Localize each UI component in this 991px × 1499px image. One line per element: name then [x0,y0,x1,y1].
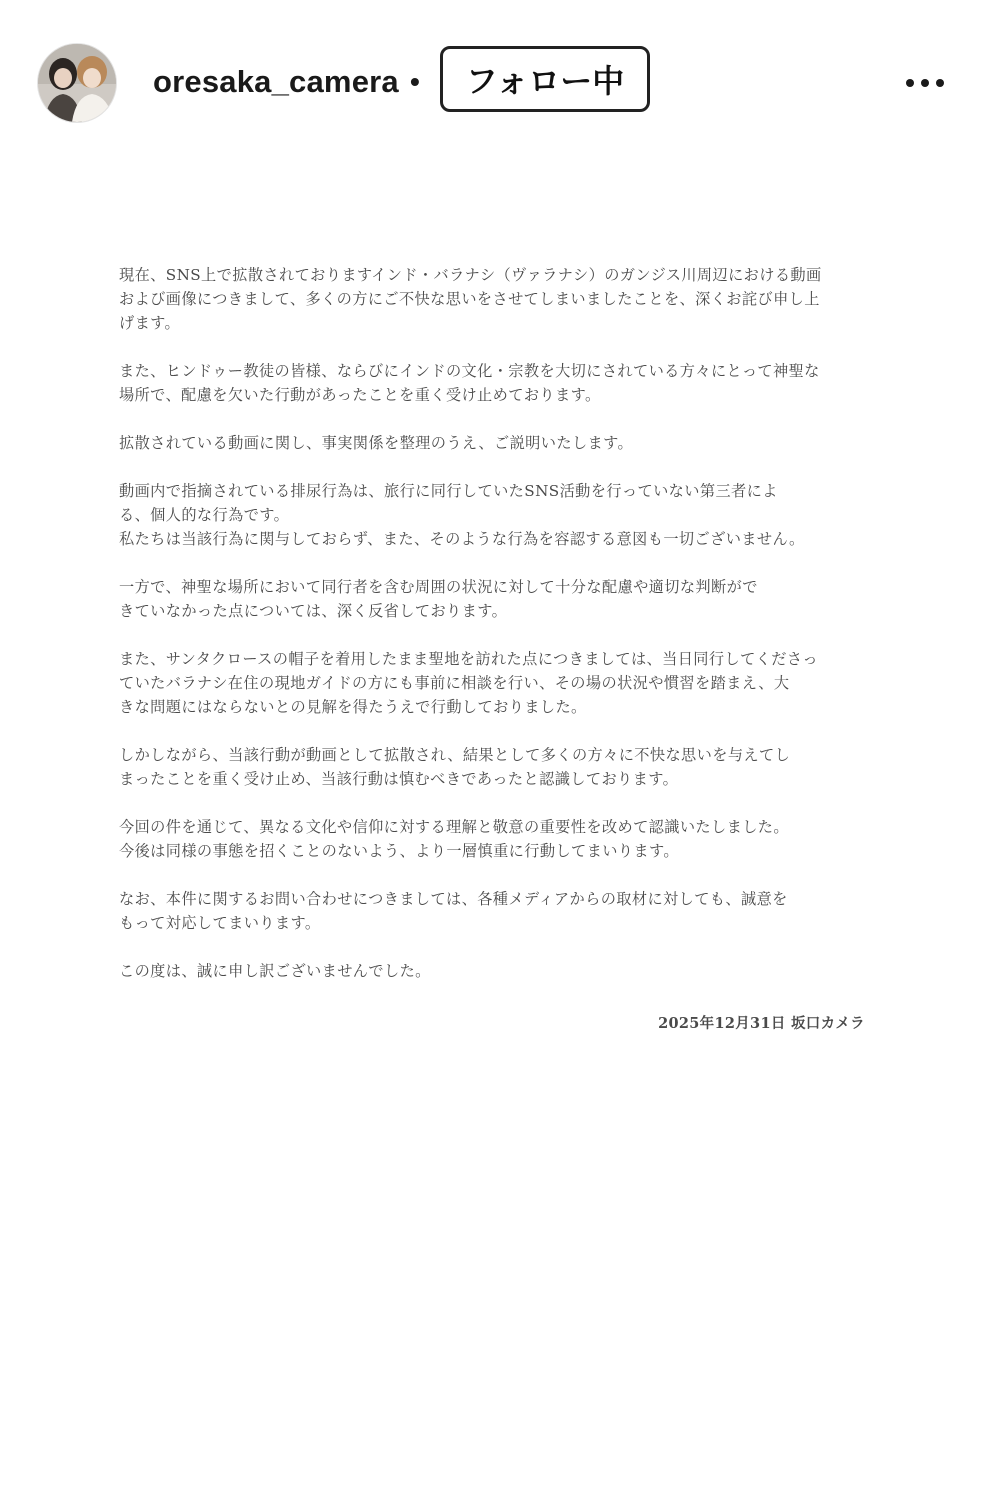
following-button-label: フォロー中 [465,62,625,100]
statement-paragraph: 拡散されている動画に関し、事実関係を整理のうえ、ご説明いたします。 [119,434,634,452]
profile-avatar[interactable] [38,44,116,122]
more-options-button[interactable] [900,66,950,100]
statement-paragraph: 一方で、神聖な場所において同行者を含む周囲の状況に対して十分な配慮や適切な判断がで きていなかった点については、深く反省しております。 [119,578,758,620]
statement-paragraph: また、ヒンドゥー教徒の皆様、ならびにインドの文化・宗教を大切にされている方々にとって神聖な 場所で、配慮を欠いた行動があったことを重く受け止めております。 [119,362,820,404]
more-horizontal-icon [905,78,945,88]
statement-paragraph: 現在、SNS上で拡散されておりますインド・バラナシ（ヴァラナシ）のガンジス川周辺における動画 および画像につきまして、多くの方にご不快な思いをさせてしまいましたことを、深くお詫び申し上 げます。 [119,266,822,332]
statement-paragraph: 今回の件を通じて、異なる文化や信仰に対する理解と敬意の重要性を改めて認識いたしました。 今後は同様の事態を招くことのないよう、より一層慎重に行動してまいります。 [119,818,789,860]
post-image[interactable] [0,165,991,1499]
apology-statement [119,263,874,1007]
statement-paragraph: この度は、誠に申し訳ございませんでした。 [119,962,431,980]
statement-paragraph: なお、本件に関するお問い合わせにつきましては、各種メディアからの取材に対しても、誠意を もって対応してまいります。 [119,890,788,932]
separator-dot: • [410,66,420,97]
post-header [0,0,991,165]
statement-paragraph: 動画内で指摘されている排尿行為は、旅行に同行していたSNS活動を行っていない第三者によ る、個人的な行為です。 私たちは当該行為に関与しておらず、また、そのような行為を容認する意図も一切ございません。 [119,482,805,548]
username[interactable]: oresaka_camera [153,64,399,99]
statement-signature: 2025年12月31日 坂口カメラ [658,1015,865,1032]
following-button[interactable] [440,46,650,112]
statement-paragraph: しかしながら、当該行動が動画として拡散され、結果として多くの方々に不快な思いを与えてし まったことを重く受け止め、当該行動は慎むべきであったと認識しております。 [119,746,791,788]
statement-paragraph: また、サンタクロースの帽子を着用したまま聖地を訪れた点につきましては、当日同行してくださっ ていたバラナシ在住の現地ガイドの方にも事前に相談を行い、その場の状況や慣習を踏まえ、大 きな問題にはならないとの見解を得たうえで行動しておりました。 [119,650,819,716]
avatar-photo [38,44,116,122]
